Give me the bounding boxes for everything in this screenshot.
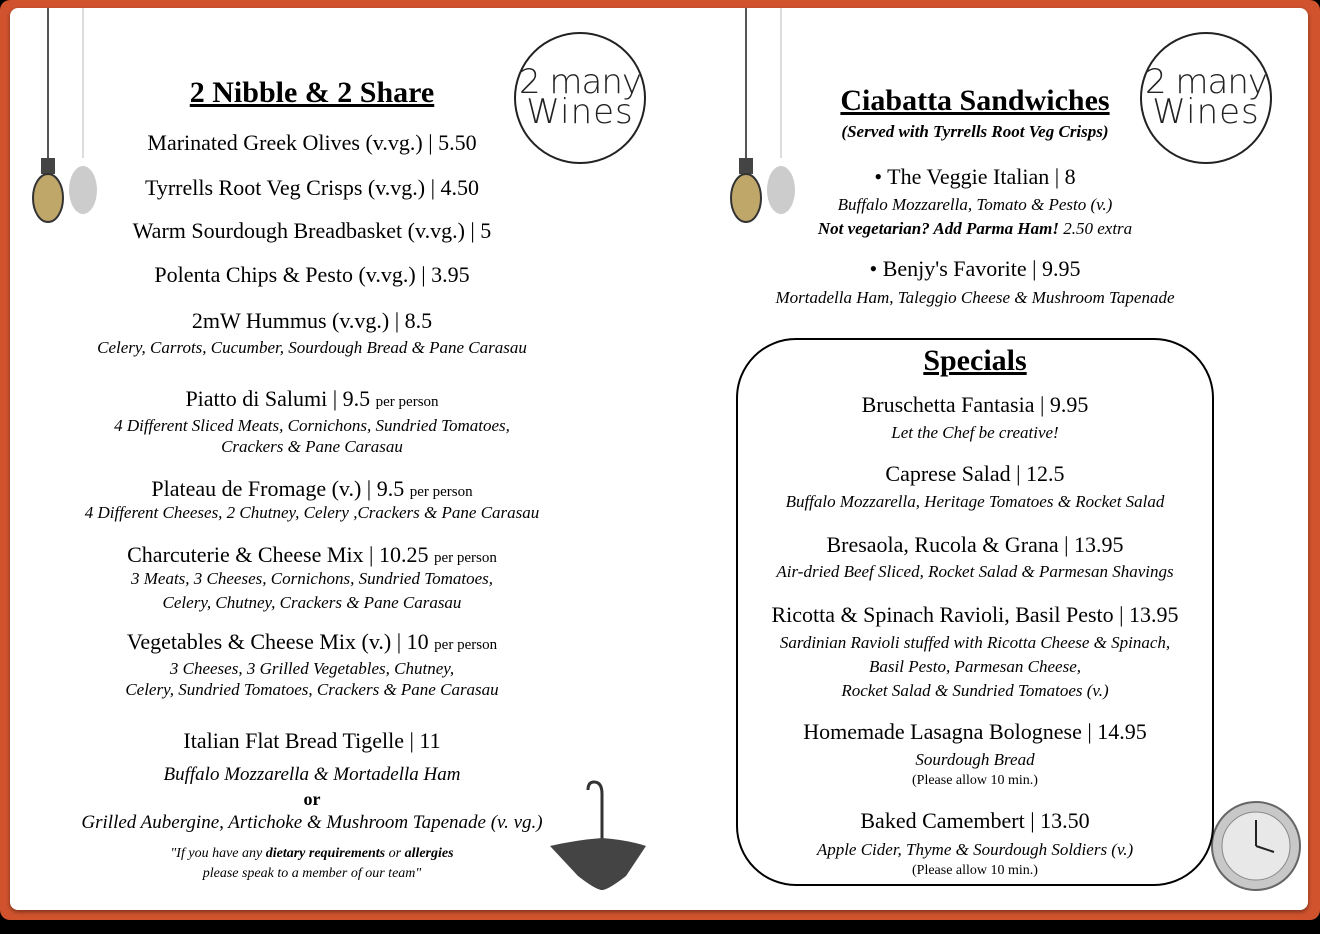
special-desc: Let the Chef be creative!: [891, 423, 1059, 442]
special-desc: Air-dried Beef Sliced, Rocket Salad & Parmesan Shavings: [776, 562, 1174, 581]
menu-item-desc: Celery, Chutney, Crackers & Pane Carasau: [162, 593, 462, 612]
menu-item: [62, 476, 562, 502]
menu-item-desc: 4 Different Cheeses, 2 Chutney, Celery ,Crackers & Pane Carasau: [84, 503, 540, 522]
menu-item: Warm Sourdough Breadbasket (v.vg.) | 5: [132, 218, 492, 243]
special-item: Ricotta & Spinach Ravioli, Basil Pesto | 13.95: [771, 602, 1179, 627]
extra-bold: Not vegetarian? Add Parma Ham!: [817, 219, 1059, 238]
menu-item: [62, 542, 562, 568]
menu-item-desc: Buffalo Mozzarella & Mortadella Ham: [163, 764, 461, 785]
item-name: Benjy's Favorite | 9.95: [882, 256, 1081, 281]
menu-item: 2mW Hummus (v.vg.) | 8.5: [191, 308, 433, 333]
per-person: per person: [375, 394, 439, 410]
item-name: The Veggie Italian | 8: [887, 164, 1076, 189]
item-name: Vegetables & Cheese Mix (v.) | 10: [126, 629, 429, 654]
sandwich-item: • The Veggie Italian | 8: [874, 164, 1076, 189]
per-person: per person: [434, 637, 498, 653]
left-title: 2 Nibble & 2 Share: [189, 76, 435, 109]
special-desc: Basil Pesto, Parmesan Cheese,: [869, 657, 1081, 676]
menu-item-or: or: [303, 789, 321, 809]
item-name: Plateau de Fromage (v.) | 9.5: [151, 476, 405, 501]
menu-item-desc: Grilled Aubergine, Artichoke & Mushroom Tapenade (v. vg.): [81, 812, 543, 833]
logo-line1: 2 many: [1144, 62, 1268, 102]
menu-item-desc: Celery, Sundried Tomatoes, Crackers & Pane Carasau: [125, 680, 499, 699]
right-subtitle: (Served with Tyrrells Root Veg Crisps): [841, 122, 1109, 141]
special-item: Caprese Salad | 12.5: [885, 461, 1065, 486]
menu-item-desc: 3 Cheeses, 3 Grilled Vegetables, Chutney,: [169, 659, 455, 678]
specials-title: Specials: [923, 344, 1027, 377]
menu-item-desc: Celery, Carrots, Cucumber, Sourdough Bread & Pane Carasau: [97, 338, 527, 357]
menu-item: Tyrrells Root Veg Crisps (v.vg.) | 4.50: [144, 175, 480, 200]
per-person: per person: [409, 484, 473, 500]
menu-item-desc: 3 Meats, 3 Cheeses, Cornichons, Sundried Tomatoes,: [130, 569, 494, 588]
logo-line2: Wines: [526, 92, 634, 132]
menu-item: Italian Flat Bread Tigelle | 11: [183, 728, 441, 753]
special-desc: Buffalo Mozzarella, Heritage Tomatoes & Rocket Salad: [785, 492, 1165, 511]
extra-price: 2.50 extra: [1058, 219, 1133, 238]
sandwich-desc: Buffalo Mozzarella, Tomato & Pesto (v.): [837, 195, 1113, 214]
special-note: (Please allow 10 min.): [912, 773, 1038, 788]
item-name: Piatto di Salumi | 9.5: [185, 386, 371, 411]
sandwich-desc: Mortadella Ham, Taleggio Cheese & Mushroom Tapenade: [775, 288, 1175, 307]
allergy-note: [62, 846, 562, 862]
right-title: Ciabatta Sandwiches: [840, 84, 1110, 117]
menu-item: [62, 629, 562, 655]
sandwich-extra: [725, 219, 1225, 239]
special-item: Homemade Lasagna Bolognese | 14.95: [803, 719, 1147, 744]
item-name: Charcuterie & Cheese Mix | 10.25: [127, 542, 429, 567]
bottom-bar: [0, 920, 1320, 934]
special-note: (Please allow 10 min.): [912, 863, 1038, 878]
special-desc: Sourdough Bread: [915, 750, 1035, 769]
special-desc: Rocket Salad & Sundried Tomatoes (v.): [841, 681, 1109, 700]
menu-item-desc: 4 Different Sliced Meats, Cornichons, Sundried Tomatoes,: [114, 416, 510, 435]
special-item: Bresaola, Rucola & Grana | 13.95: [826, 532, 1124, 557]
note-pre: "If you have any: [170, 846, 266, 861]
special-desc: Sardinian Ravioli stuffed with Ricotta Cheese & Spinach,: [779, 633, 1171, 652]
logo-line2: Wines: [1152, 92, 1260, 132]
special-item: Baked Camembert | 13.50: [860, 808, 1090, 833]
menu-item: Marinated Greek Olives (v.vg.) | 5.50: [147, 130, 477, 155]
special-desc: Apple Cider, Thyme & Sourdough Soldiers (v.): [816, 840, 1134, 859]
menu-item: Polenta Chips & Pesto (v.vg.) | 3.95: [154, 262, 470, 287]
menu-item-desc: Crackers & Pane Carasau: [221, 437, 403, 456]
menu-item: [62, 386, 562, 412]
note-mid: or: [385, 846, 405, 861]
per-person: per person: [433, 550, 497, 566]
logo-line1: 2 many: [518, 62, 642, 102]
special-item: Bruschetta Fantasia | 9.95: [861, 392, 1089, 417]
note-bold-1: dietary requirements: [265, 846, 386, 861]
sandwich-item: • Benjy's Favorite | 9.95: [869, 256, 1081, 281]
note-bold-2: allergies: [404, 846, 454, 861]
allergy-note-line2: please speak to a member of our team": [202, 866, 422, 881]
